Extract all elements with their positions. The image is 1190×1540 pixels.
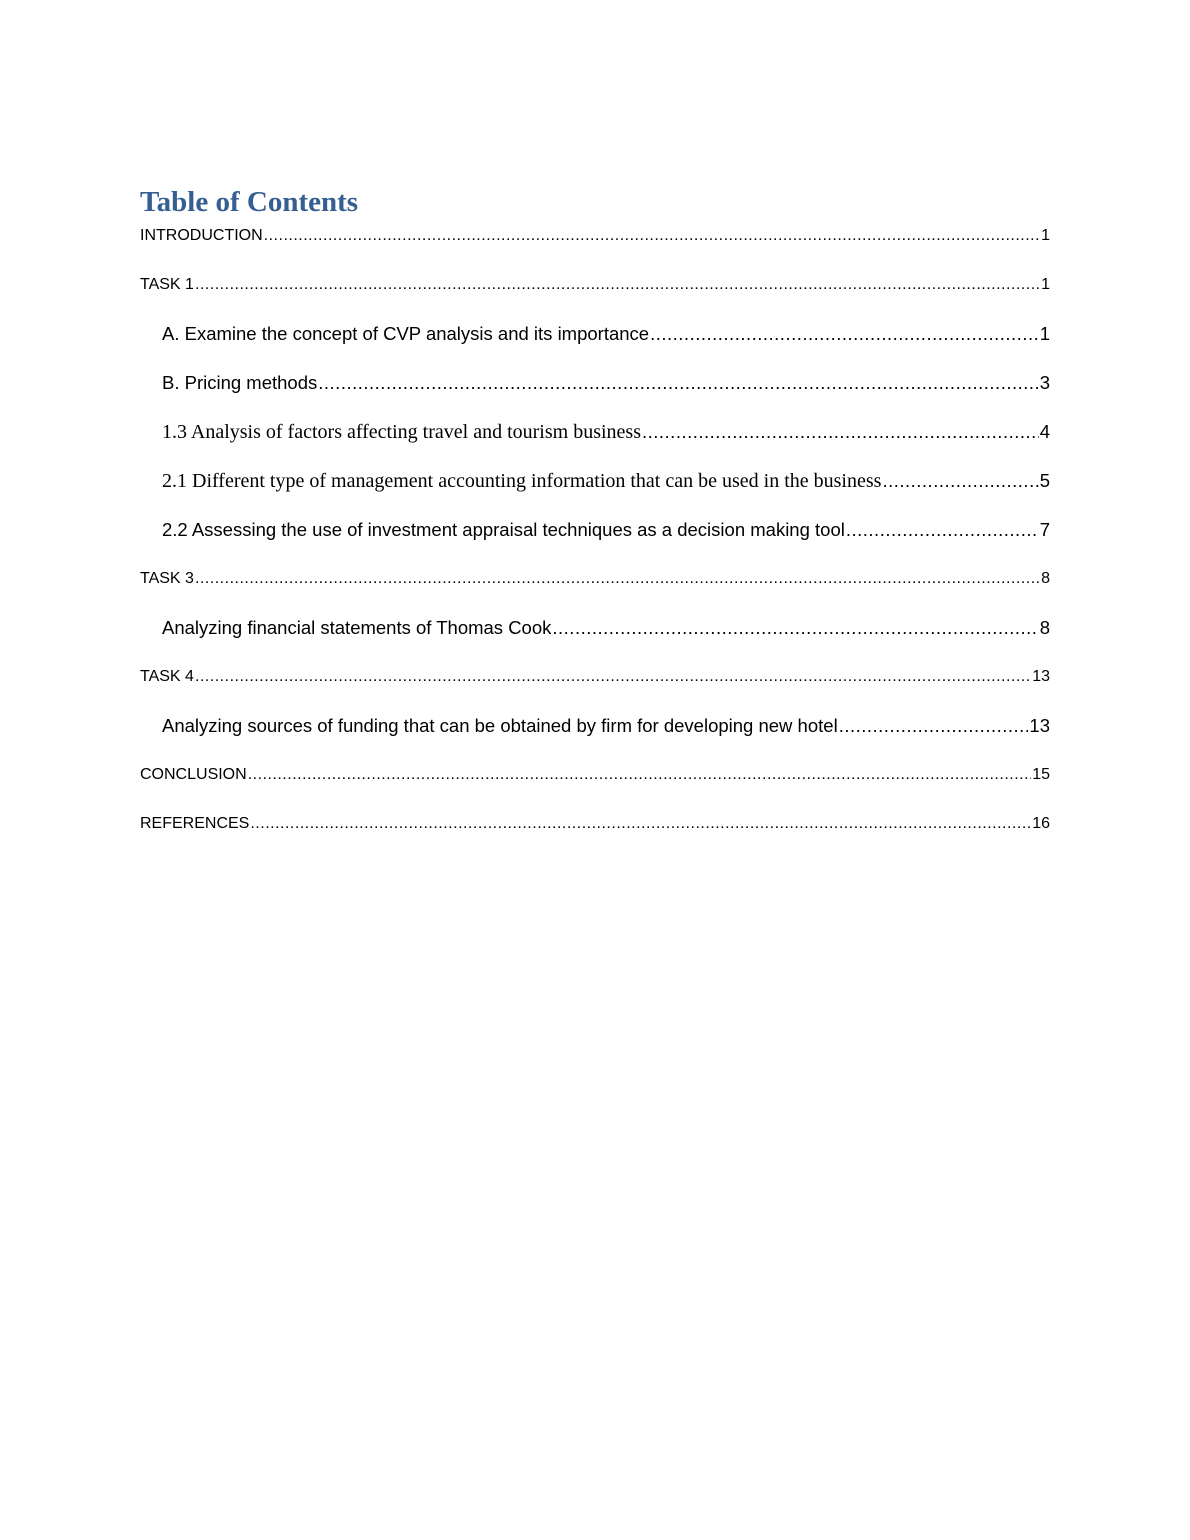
toc-entry-label: 2.2 Assessing the use of investment appraisal techniques as a decision making tool: [162, 519, 845, 540]
toc-leader-dots: [195, 567, 1040, 591]
toc-entry-sources-of-funding[interactable]: [140, 712, 1050, 761]
toc-page-number: 15: [1032, 766, 1050, 783]
toc-leader-dots: [195, 273, 1040, 297]
toc-title: Table of Contents: [140, 186, 359, 218]
toc-entry-cvp-analysis[interactable]: [140, 320, 1050, 369]
toc-leader-dots: [264, 224, 1040, 248]
toc-page-number: 1: [1041, 227, 1050, 244]
toc-entry-management-accounting-info[interactable]: [140, 467, 1050, 516]
toc-leader-dots: [248, 763, 1032, 787]
toc-page-number: 16: [1032, 815, 1050, 832]
toc-leader-dots: [195, 665, 1031, 689]
toc-leader-dots: [650, 322, 1039, 346]
toc-entry-label: B. Pricing methods: [162, 372, 318, 393]
toc-page-number: 1: [1041, 276, 1050, 293]
toc-entry-task-1[interactable]: [140, 271, 1050, 320]
toc-entry-label: Analyzing sources of funding that can be obtained by firm for developing new hotel: [162, 715, 838, 736]
toc-entry-introduction[interactable]: [140, 222, 1050, 271]
toc-entry-label: CONCLUSION: [140, 766, 247, 783]
table-of-contents: [140, 222, 1050, 859]
toc-entry-label: INTRODUCTION: [140, 227, 263, 244]
toc-entry-pricing-methods[interactable]: [140, 369, 1050, 418]
toc-leader-dots: [882, 469, 1038, 493]
toc-leader-dots: [846, 518, 1039, 542]
toc-entry-conclusion[interactable]: [140, 761, 1050, 810]
toc-page-number: 13: [1029, 715, 1050, 736]
toc-page-number: 1: [1039, 323, 1050, 344]
toc-entry-label: A. Examine the concept of CVP analysis and its importance: [162, 323, 650, 344]
toc-page-number: 13: [1032, 668, 1050, 685]
toc-entry-investment-appraisal[interactable]: [140, 516, 1050, 565]
toc-leader-dots: [642, 420, 1039, 444]
toc-entry-references[interactable]: [140, 810, 1050, 859]
toc-page-number: 4: [1039, 421, 1050, 442]
toc-leader-dots: [552, 616, 1038, 640]
toc-entry-task-4[interactable]: [140, 663, 1050, 712]
toc-entry-label: TASK 4: [140, 668, 194, 685]
toc-entry-label: TASK 3: [140, 570, 194, 587]
toc-entry-task-3[interactable]: [140, 565, 1050, 614]
toc-page-number: 8: [1041, 570, 1050, 587]
toc-leader-dots: [318, 371, 1038, 395]
toc-entry-factors-travel-tourism[interactable]: [140, 418, 1050, 467]
toc-leader-dots: [250, 812, 1031, 836]
toc-entry-financial-statements[interactable]: [140, 614, 1050, 663]
toc-page-number: 8: [1039, 617, 1050, 638]
toc-leader-dots: [839, 714, 1029, 738]
toc-page-number: 5: [1039, 470, 1050, 491]
toc-page-number: 7: [1039, 519, 1050, 540]
toc-entry-label: TASK 1: [140, 276, 194, 293]
toc-page-number: 3: [1039, 372, 1050, 393]
toc-entry-label: 1.3 Analysis of factors affecting travel and tourism business: [162, 421, 641, 443]
toc-entry-label: 2.1 Different type of management accounting information that can be used in the business: [162, 470, 882, 492]
toc-entry-label: REFERENCES: [140, 815, 250, 832]
toc-entry-label: Analyzing financial statements of Thomas Cook: [162, 617, 552, 638]
